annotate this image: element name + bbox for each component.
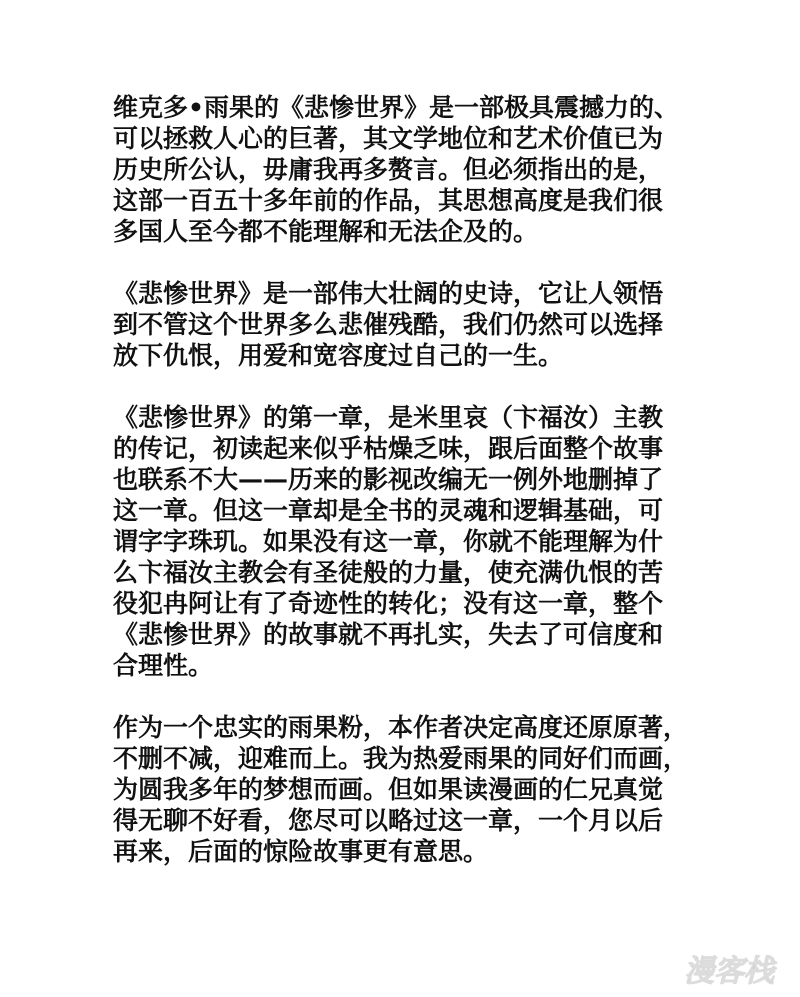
text-line: 这一章。但这一章却是全书的灵魂和逻辑基础，可	[113, 496, 664, 525]
paragraph-2	[113, 278, 713, 371]
text-line: 维克多•雨果的《悲惨世界》是一部极具震撼力的、	[113, 93, 679, 122]
text-line: 也联系不大——历来的影视改编无一例外地删掉了	[113, 465, 664, 494]
paragraph-4	[113, 712, 713, 867]
text-line: 这部一百五十多年前的作品，其思想高度是我们很	[113, 186, 664, 215]
text-line: 作为一个忠实的雨果粉，本作者决定高度还原原著，	[113, 713, 689, 742]
text-line: 为圆我多年的梦想而画。但如果读漫画的仁兄真觉	[113, 775, 664, 804]
text-line: 《悲惨世界》的第一章，是米里哀（卞福汝）主教	[113, 403, 664, 432]
text-line: 的传记，初读起来似乎枯燥乏味，跟后面整个故事	[113, 434, 664, 463]
text-line: 不删不减，迎难而上。我为热爱雨果的同好们而画，	[113, 744, 689, 773]
text-line: 么卞福汝主教会有圣徒般的力量，使充满仇恨的苦	[113, 558, 664, 587]
paragraph-gap	[113, 247, 713, 278]
text-line: 《悲惨世界》是一部伟大壮阔的史诗，它让人领悟	[113, 279, 664, 308]
text-line: 到不管这个世界多么悲催残酷，我们仍然可以选择	[113, 310, 664, 339]
document-body	[113, 92, 713, 867]
text-line: 役犯冉阿让有了奇迹性的转化；没有这一章，整个	[113, 589, 664, 618]
text-line: 合理性。	[113, 651, 214, 680]
text-line: 多国人至今都不能理解和无法企及的。	[113, 217, 539, 246]
text-line: 谓字字珠玑。如果没有这一章，你就不能理解为什	[113, 527, 664, 556]
text-line: 再来，后面的惊险故事更有意思。	[113, 837, 489, 866]
paragraph-1	[113, 92, 713, 247]
paragraph-gap	[113, 681, 713, 712]
watermark-text: 漫客栈	[684, 954, 774, 989]
watermark-logo	[674, 947, 784, 991]
paragraph-gap	[113, 371, 713, 402]
text-line: 《悲惨世界》的故事就不再扎实，失去了可信度和	[113, 620, 664, 649]
text-line: 放下仇恨，用爱和宽容度过自己的一生。	[113, 341, 564, 370]
paragraph-3	[113, 402, 713, 681]
text-line: 可以拯救人心的巨著，其文学地位和艺术价值已为	[113, 124, 664, 153]
text-line: 得无聊不好看，您尽可以略过这一章，一个月以后	[113, 806, 664, 835]
text-line: 历史所公认，毋庸我再多赘言。但必须指出的是，	[113, 155, 664, 184]
